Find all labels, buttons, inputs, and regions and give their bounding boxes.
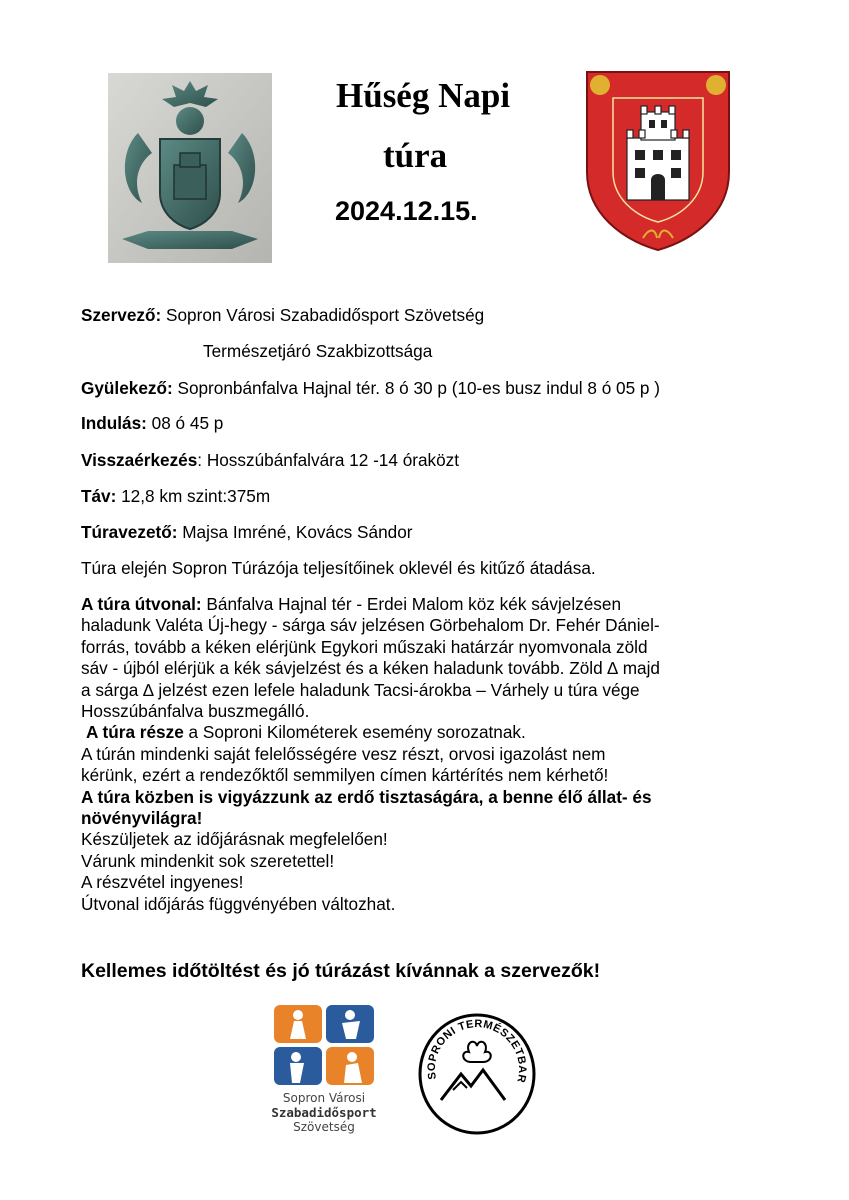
organizer-label: Szervező: bbox=[81, 305, 162, 325]
svsz-logo-text-2: Szabadidősport bbox=[271, 1105, 377, 1120]
route-line: Hosszúbánfalva buszmegálló. bbox=[81, 701, 310, 722]
gathering-line bbox=[81, 378, 660, 399]
svsz-logo-mark bbox=[258, 1005, 390, 1087]
distance-line bbox=[81, 486, 270, 507]
guide-value: Majsa Imréné, Kovács Sándor bbox=[177, 522, 413, 542]
route-paragraph bbox=[81, 594, 781, 915]
event-date: 2024.12.15. bbox=[335, 196, 478, 226]
title-line-2: túra bbox=[383, 136, 448, 175]
nature-committee-stamp bbox=[417, 1012, 537, 1136]
series-value: a Soproni Kilométerek esemény sorozatnak. bbox=[183, 722, 526, 743]
route-line: a sárga ∆ jelzést ezen lefele haladunk Tacsi-árokba – Várhely u túra vége bbox=[81, 679, 640, 700]
sopron-crest-image bbox=[583, 68, 733, 252]
closing-message: Kellemes időtöltést és jó túrázást kívánnak a szervezők! bbox=[81, 960, 601, 982]
return-label: Visszaérkezés bbox=[81, 450, 198, 470]
return-value: : Hosszúbánfalvára 12 -14 óraközt bbox=[197, 450, 460, 470]
departure-value: 08 ó 45 p bbox=[146, 413, 224, 433]
coat-of-arms-relief-image bbox=[108, 73, 272, 263]
departure-line bbox=[81, 413, 223, 434]
warning-line: növényvilágra! bbox=[81, 808, 203, 829]
organizer-subvalue: Természetjáró Szakbizottsága bbox=[203, 341, 433, 361]
guide-line bbox=[81, 522, 412, 543]
distance-value: 12,8 km szint:375m bbox=[116, 486, 271, 506]
organizer-subline bbox=[203, 341, 432, 362]
note-line: A részvétel ingyenes! bbox=[81, 872, 244, 893]
route-label: A túra útvonal: bbox=[81, 594, 202, 614]
gathering-value: Sopronbánfalva Hajnal tér. 8 ó 30 p (10-es busz indul 8 ó 05 p ) bbox=[172, 378, 660, 398]
route-line: sáv - újból elérjük a kék sávjelzést és a kéken haladunk tovább. Zöld ∆ majd bbox=[81, 658, 660, 679]
gathering-label: Gyülekező: bbox=[81, 378, 173, 398]
svsz-logo-text-3: Szövetség bbox=[293, 1120, 355, 1134]
guide-label: Túravezető: bbox=[81, 522, 178, 542]
route-line: Bánfalva Hajnal tér - Erdei Malom köz kék sávjelzésen bbox=[201, 594, 622, 614]
warning-line: A túra közben is vigyázzunk az erdő tisztaságára, a benne élő állat- és bbox=[81, 786, 652, 807]
note-line: Útvonal időjárás függvényében változhat. bbox=[81, 893, 396, 914]
route-line: forrás, tovább a kéken elérjünk Egykori műszaki határzár nyomvonala zöld bbox=[81, 636, 648, 657]
award-line bbox=[81, 558, 596, 579]
departure-label: Indulás: bbox=[81, 413, 147, 433]
svsz-logo bbox=[258, 1005, 390, 1145]
organizer-line bbox=[81, 305, 484, 326]
route-line: haladunk Valéta Új-hegy - sárga sáv jelzésen Görbehalom Dr. Fehér Dániel- bbox=[81, 615, 660, 636]
series-label: A túra része bbox=[86, 722, 184, 743]
title-line-1: Hűség Napi bbox=[336, 76, 511, 115]
svsz-logo-text-1: Sopron Városi bbox=[282, 1091, 366, 1105]
organizer-value: Sopron Városi Szabadidősport Szövetség bbox=[161, 305, 485, 325]
note-line: Várunk mindenkit sok szeretettel! bbox=[81, 850, 335, 871]
disclaimer-line: A túrán mindenki saját felelősségére vesz részt, orvosi igazolást nem bbox=[81, 743, 606, 764]
return-line bbox=[81, 450, 459, 471]
stamp-text: SOPRONI TERMÉSZETBAR bbox=[425, 1018, 529, 1084]
disclaimer-line: kérünk, ezért a rendezőktől semmilyen címen kártérítés nem kérhető! bbox=[81, 765, 609, 786]
award-text: Túra elején Sopron Túrázója teljesítőinek oklevél és kitűző átadása. bbox=[81, 558, 596, 578]
distance-label: Táv: bbox=[81, 486, 117, 506]
note-line: Készüljetek az időjárásnak megfelelően! bbox=[81, 829, 388, 850]
